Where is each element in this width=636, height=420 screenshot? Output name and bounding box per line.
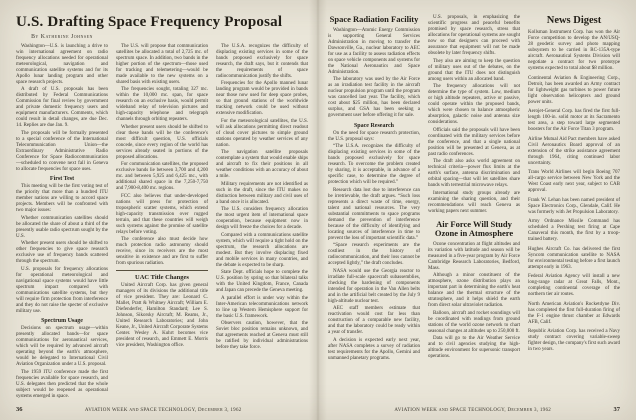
column-text-block bbox=[16, 184, 108, 315]
paragraph: The proposals will be formally presented to a special conference of the International Telecommunication Union—the Extraordinary Administrative Radio Conference for Space Radiocommunication—scheduled to convene next fall in Geneva to allocate frequencies for space uses. bbox=[16, 130, 108, 172]
paragraph: U.S. proposals for frequency allocations for operational meteorological and navigational space systems would have little spectrum impact compared with communications satellite systems, but they will require firm protection from interference and they do not raise the specter of exclusive military use. bbox=[16, 266, 108, 314]
paragraph: State Dept. officials hope to complete the U.S. position by spring so that bilateral talks with the United Kingdom, France, Canada and Japan can precede the Geneva meeting. bbox=[216, 270, 308, 294]
paragraph: Whether communication satellites should be allocated the share of about a third of the presently usable radio spectrum sought by the U.S. bbox=[16, 215, 108, 239]
paragraph: Washington—Atomic Energy Commission is supporting General Services Administration in moving to transfer the Dawsonville, Ga., nuclear laboratory to AEC for use as a facility to assess radiation effects on space vehicle components and systems for the National Aeronautics and Space Administration. bbox=[328, 27, 420, 75]
paragraph: The frequencies sought, totaling 327 mc. within the 10,000 mc. span, for space research on an exclusive basis, would permit wideband relay of television pictures and high-capacity telephone and telegraph channels through orbiting repeaters. bbox=[116, 87, 208, 123]
paragraph: A draft of U.S. proposals has been distributed by Federal Communications Commission for final review by government and private domestic frequency users and equipment manufacturers. Comments, which could result in detail changes, are due Dec. 14. Replies are due Jan. 9. bbox=[16, 87, 108, 129]
subhead-first-test: First Test bbox=[49, 176, 75, 183]
page-number-left: 36 bbox=[16, 406, 23, 413]
byline: By Katherine Johnsen bbox=[31, 33, 93, 40]
column-text-block bbox=[16, 44, 108, 173]
paragraph: This meeting will be the first voting test of the priority that more than a hundred ITU member nations are willing to accord space projects. Members will be confronted with two major issues: bbox=[16, 184, 108, 214]
paragraph: The frequency allocations will not determine the type of system. Low, medium or high altitude repeaters, active or passive, could operate within the proposed bands, which were chosen to balance atmospheric absorption, galactic noise and antenna size considerations. bbox=[428, 84, 520, 125]
paragraph: Balloon, aircraft and rocket soundings will be coordinated with readings from ground stations of the world ozone network to chart seasonal changes at altitudes up to 250,000 ft. bbox=[428, 310, 520, 334]
right-page bbox=[318, 0, 636, 420]
paragraph: Army Ordnance Missile Command has scheduled a Pershing test firing at Cape Canaveral this month, the first by a troop-trained battery. bbox=[528, 219, 620, 242]
paragraph: Military requirements are not identified as such in the draft, since the ITU makes no distinction between military and civil uses of a band once it is allocated. bbox=[216, 181, 308, 205]
headline-line-2: Ozone in Atmosphere bbox=[434, 228, 514, 239]
paragraph: For communication satellites, the proposed exclusive bands lie between 3,700 and 4,200 mc. and between 5,925 and 6,425 mc., with additional shared space in the 7,250-7,750 and 7,900-8,400 mc. regions. bbox=[116, 162, 208, 192]
subhead-space-research: Space Research bbox=[353, 122, 395, 129]
paragraph: Hughes Aircraft Co. has delivered the first Syncom communication satellite to NASA for environmental testing before a first launch attempt early in 1963. bbox=[528, 246, 620, 270]
paragraph: Continental Aviation & Engineering Corp., Detroit, has been awarded an Army contract for lightweight gas turbines to power future light observation helicopters and ground power units. bbox=[528, 75, 620, 105]
paragraph: A parallel effort is under way within the Inter-American telecommunications network to line up Western Hemisphere support for the basic U.S. framework. bbox=[216, 295, 308, 319]
uac-title-changes-box bbox=[116, 270, 208, 349]
paragraph: The laboratory was used by the Air Force as an irradiation test facility in the aircraft nuclear propulsion program until the program was cancelled last year. The facility, which cost about $25 million, has been declared surplus, and GSA has been seeking a government user before offering it for sale. bbox=[328, 77, 420, 119]
paragraph: Whether present users should be shifted to other frequencies to give space research exclusive use of frequency bands scattered through the spectrum. bbox=[16, 241, 108, 265]
paragraph: Data will go to the Air Weather Service and to civil agencies studying the high-altitude environment for supersonic transport operations. bbox=[428, 336, 520, 360]
publication-line-left: AVIATION WEEK and SPACE TECHNOLOGY, December 3, 1962 bbox=[84, 408, 242, 413]
column-text-block bbox=[216, 44, 308, 352]
paragraph: Trans World Airlines will begin Boeing 707 all-cargo service between New York and the West Coast early next year, subject to CAB approval. bbox=[528, 170, 620, 193]
paragraph: On the need for space research protection, the U.S. proposal says: bbox=[328, 130, 420, 142]
paragraph: Federal Aviation Agency will install a new long-range radar at Great Falls, Mont., completing continental coverage of the northern tier air routes. bbox=[528, 274, 620, 297]
paragraph: The U.S.A. recognizes the difficulty of displacing existing services in some of the bands proposed exclusively for space research, the draft says, but it contends that the requirements of space radiocommunication justify the shifts. bbox=[216, 43, 308, 79]
column-text-block bbox=[328, 28, 420, 120]
air-force-ozone-headline bbox=[428, 220, 520, 239]
paragraph: The draft also asks world agreement on technical criteria—power flux limits at the earth's surface, antenna discrimination and orbital spacing—that will let satellites share bands with terrestrial microwave relays. bbox=[428, 159, 520, 188]
paragraph: North American Aviation's Rocketdyne Div. has completed the first full-duration firing of the F-1 engine thrust chamber at Edwards AFB, Calif. bbox=[528, 301, 620, 325]
column-text-block bbox=[116, 283, 208, 349]
paragraph: Washington—U.S. is launching a drive to win international agreement on radio frequency allocations needed for operational meteorological, navigation and communication satellite systems and for its Apollo lunar landing program and other space research projects. bbox=[16, 43, 108, 85]
paragraph: United Aircraft Corp. has given general managers of its divisions the additional title of vice president. They are: Leonard C. Mallet, Pratt & Whitney Aircraft; William E. Diefenderfer, Hamilton Standard; Lee S. Johnson, Sikorsky Aircraft; M. Reams, Jr., United Research Laboratories; and John Keane, Jr., United Aircraft Corporate Systems Center. Wesley A. Kuhrt becomes vice president of research, and Emmett E. Morris vice president, Washington office. bbox=[116, 283, 208, 349]
headline-line-1: Air Force Will Study bbox=[436, 218, 512, 229]
page-number-right: 37 bbox=[613, 406, 620, 413]
right-column-3 bbox=[528, 15, 620, 385]
paragraph: Research data lost due to interference can be irretrievable, the draft argues. “Such loss represents a direct waste of time, energy, talent and national resources. The very substantial commitments to space programs demand the prevention of interference because of the difficulty of identifying and locating sources of interference in time to prevent the loss of important scientific data.” bbox=[328, 187, 420, 241]
left-page-footer bbox=[16, 406, 304, 413]
paragraph: FCC also believes that under-developed nations will press for protection of tropospheric scatter systems, which extend high-capacity transmission over rugged terrain, and that these countries will weigh such systems against the promise of satellite relays before voting. bbox=[116, 193, 208, 235]
space-radiation-facility-headline: Space Radiation Facility bbox=[329, 14, 419, 24]
paragraph: AEC staff members estimate that reactivation would cost far less than construction of a comparable new facility, and that the laboratory could be ready within a year of transfer. bbox=[328, 306, 420, 336]
right-column-2 bbox=[428, 15, 520, 385]
paragraph: Kollsman Instrument Corp. has won the Air Force competition to develop the AN/USQ-28 geodetic survey and photo mapping subsystem to be carried in RC-135A-type aircraft. Aeronautical Systems Division will negotiate a contract for two prototype systems expected to total about $8 million. bbox=[528, 30, 620, 71]
paragraph: Decisions on spectrum usage—within presently allocated bands—for space communications for aeronautical services, which will be required by advanced aircraft operating beyond the earth's atmosphere, would be delegated to International Civil Aviation Organization under a U.S. proposal. bbox=[16, 326, 108, 368]
paragraph: Officials said the proposals will have been coordinated with the military services before the conference, and that a single national position will be presented at Geneva, as at past radio conferences. bbox=[428, 127, 520, 157]
paragraph: The U.S. considers frequency allocation the most urgent item of international space cooperation, because equipment now in design will freeze the choices for a decade. bbox=[216, 207, 308, 231]
paragraph: The conference also must decide how much protection radio astronomy should receive, since its receivers are the most sensitive in existence and are first to suffer from spurious radiation. bbox=[116, 237, 208, 267]
paragraph: International study groups already are examining the sharing question, and their recommendations will reach Geneva as working papers next summer. bbox=[428, 190, 520, 214]
publication-line-right: AVIATION WEEK and SPACE TECHNOLOGY, December 3, 1962 bbox=[394, 408, 552, 413]
left-column-3 bbox=[216, 44, 308, 370]
paragraph: The navigation satellite proposals contemplate a system that would enable ships and aircraft to fix their positions in all weather conditions with an accuracy of about a mile. bbox=[216, 150, 308, 180]
paragraph: Republic Aviation Corp. has received a Navy study contract covering variable-sweep fighter design, the company's first such award in two years. bbox=[528, 329, 620, 352]
news-digest-briefs bbox=[528, 30, 620, 353]
left-column-1 bbox=[16, 43, 108, 399]
paragraph: Frequencies for the Apollo manned lunar landing program would be provided in bands near those now used for deep space probes, so that ground stations of the worldwide tracking network could be used without extensive modification. bbox=[216, 81, 308, 117]
column-text-block bbox=[428, 242, 520, 361]
column-text-block bbox=[116, 44, 208, 268]
uac-box-title: UAC Title Changes bbox=[135, 274, 189, 282]
paragraph: Airline Mutual Aid Pact members have asked Civil Aeronautics Board approval of an extension of the strike assistance agreement through 1964, citing continued labor uncertainty. bbox=[528, 136, 620, 166]
page-gutter bbox=[309, 0, 327, 420]
paragraph: Frank W. Lehan has been named president of Space Electronics Corp., Glendale, Calif. He was formerly with Jet Propulsion Laboratory. bbox=[528, 197, 620, 215]
paragraph: Compared with a communications satellite system, which will require a tight hold on the spectrum, the research allocations are modest. But they involve displacing fixed and mobile services in many countries, and the debate is expected to be sharp. bbox=[216, 232, 308, 268]
column-text-block bbox=[328, 131, 420, 362]
left-page-columns bbox=[16, 43, 308, 399]
paragraph: The 1959 ITU conference made the first frequencies available for space research, and U.S. delegates then predicted that the whole subject would be reopened as operational systems emerged in space. bbox=[16, 369, 108, 399]
paragraph: Whether present users should be shifted to clear these bands will be the conference's most difficult question, U.S. officials concede, since every region of the world has services already seated in portions of the proposed allocations. bbox=[116, 124, 208, 160]
right-page-columns bbox=[328, 15, 620, 385]
paragraph: A decision is expected early next year, after NASA completes a survey of radiation test requirements for the Apollo, Gemini and unmanned planetary programs. bbox=[328, 337, 420, 361]
paragraph: “The U.S.A. recognizes the difficulty of displacing existing services in some of the bands proposed exclusively for space research. To overcome the problem created by sharing, it is acceptable, in advance of a specific case, to determine the degree of protection which will be required.” bbox=[328, 144, 420, 186]
column-text-block bbox=[428, 15, 520, 215]
paragraph: Ozone concentration at flight altitudes and its variation with latitude and season will be measured in a five-year program by Air Force Cambridge Research Laboratories, Bedford, Mass. bbox=[428, 241, 520, 271]
news-digest-headline: News Digest bbox=[546, 15, 602, 26]
paragraph: NASA would use the Georgia reactor to irradiate full-scale spacecraft subassemblies, checking the hardening of components intended for operation in the Van Allen belts and in the artificial belt created by the July 9 high-altitude nuclear test. bbox=[328, 268, 420, 304]
paragraph: “Space research experiments are the costliest in the history of radiocommunication, and their loss cannot be accepted lightly,” the draft concludes. bbox=[328, 243, 420, 267]
paragraph: U.S. proposals, in emphasizing the scientific progress and peaceful benefits promised by space research, stress that allocations for operational systems are sought now so that designers can proceed with assurance that equipment will not be made obsolete by later frequency shifts. bbox=[428, 15, 520, 56]
right-page-footer bbox=[332, 406, 620, 413]
left-column-2 bbox=[116, 44, 208, 370]
paragraph: Although a minor constituent of the atmosphere, ozone distribution plays an important part in determining the earth's heat balance and the thermal structure of the stratosphere, and it helps shield the earth from direct solar ultraviolet radiation. bbox=[428, 273, 520, 309]
paragraph: The U.S. will propose that communication satellites be allocated a total of 2,725 mc. of spectrum space. In addition, two bands in the higher portion of the spectrum—those used for tracking and telemetering—would be made available to the new systems on a shared basis with existing users. bbox=[116, 43, 208, 85]
article-headline: U.S. Drafting Space Frequency Proposal bbox=[16, 14, 283, 30]
right-column-1 bbox=[328, 15, 420, 385]
paragraph: Observers caution, however, that the Soviet bloc position remains unknown, and that agreements reached at Geneva must still be ratified by individual administrations before they take force. bbox=[216, 321, 308, 351]
subhead-spectrum-usage: Spectrum Usage bbox=[41, 318, 83, 325]
paragraph: Aerojet-General Corp. has fired the first full-length 100-in. solid motor at its Sacramento test area, a step toward large segmented boosters for the Air Force Titan 3 program. bbox=[528, 109, 620, 132]
paragraph: They also are aiming to keep the question of military uses out of the debates, on the ground that the ITU does not distinguish among users within an allocated band. bbox=[428, 58, 520, 82]
column-text-block bbox=[16, 326, 108, 400]
paragraph: For the meteorological satellites, the U.S. will ask allocations permitting direct readout of cloud cover pictures to simple ground stations operated by weather services of any nation. bbox=[216, 118, 308, 148]
